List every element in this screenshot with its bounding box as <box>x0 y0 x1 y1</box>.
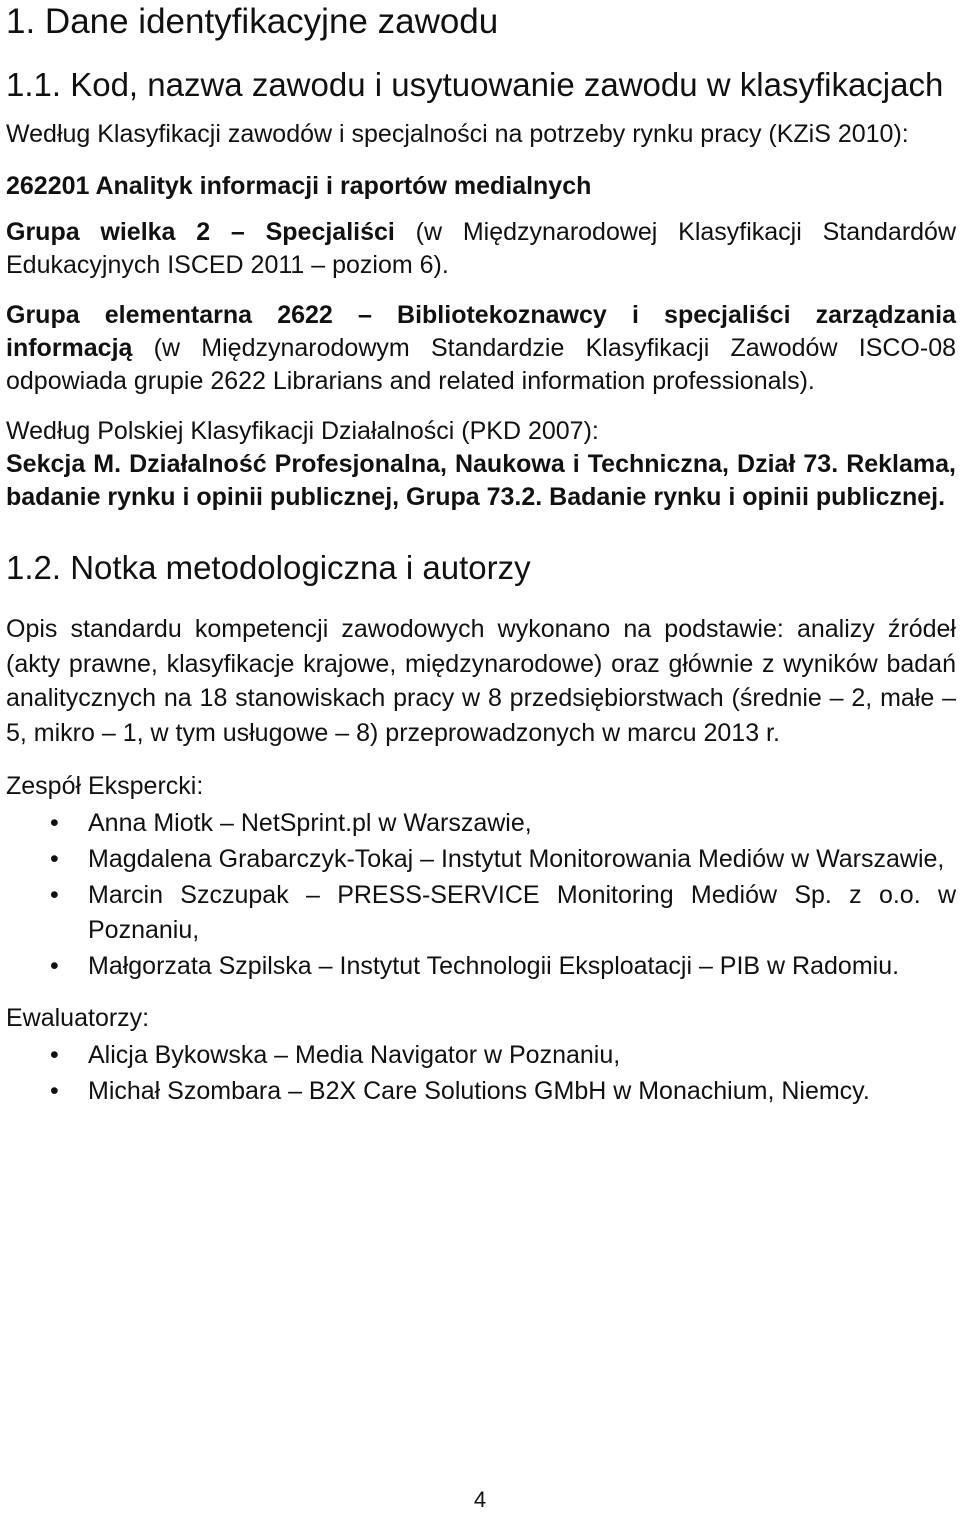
bullet-icon: • <box>50 952 59 980</box>
expert-entry: Anna Miotk – NetSprint.pl w Warszawie, <box>88 809 532 837</box>
subsection-title-1-2: 1.2. Notka metodologiczna i autorzy <box>6 549 531 586</box>
pkd-intro: Według Polskiej Klasyfikacji Działalności (PKD 2007): <box>6 417 599 445</box>
grupa-wielka-paragraph <box>6 216 956 282</box>
list-item <box>6 949 956 984</box>
grupa-wielka-text: (w Międzynarodowej Klasyfikacji Standardów Edukacyjnych ISCED 2011 – poziom 6). <box>6 218 957 279</box>
list-item <box>6 878 956 948</box>
pkd-detail <box>6 448 956 514</box>
evaluators-list <box>6 1038 956 1109</box>
evaluator-entry: Alicja Bykowska – Media Navigator w Poznaniu, <box>88 1041 621 1069</box>
grupa-elementarna-label: Grupa elementarna 2622 – Bibliotekoznawcy i specjaliści zarządzania informacją <box>6 301 956 362</box>
experts-list <box>6 806 956 984</box>
bullet-icon: • <box>50 1077 59 1105</box>
evaluator-entry: Michał Szombara – B2X Care Solutions GMbH w Monachium, Niemcy. <box>88 1077 870 1105</box>
list-item <box>6 842 956 877</box>
section-title: 1. Dane identyfikacyjne zawodu <box>6 2 499 41</box>
list-item <box>6 1038 956 1073</box>
subsection-title-1-1: 1.1. Kod, nazwa zawodu i usytuowanie zawodu w klasyfikacjach <box>6 66 944 103</box>
expert-entry: Magdalena Grabarczyk-Tokaj – Instytut Monitorowania Mediów w Warszawie, <box>88 845 945 873</box>
expert-entry: Marcin Szczupak – PRESS-SERVICE Monitoring Mediów Sp. z o.o. w Poznaniu, <box>88 881 956 944</box>
bullet-icon: • <box>50 881 59 909</box>
grupa-elementarna-paragraph <box>6 299 956 398</box>
bullet-icon: • <box>50 809 59 837</box>
expert-entry: Małgorzata Szpilska – Instytut Technologii Eksploatacji – PIB w Radomiu. <box>88 952 900 980</box>
occupation-code-name: 262201 Analityk informacji i raportów medialnych <box>6 172 592 200</box>
pkd-detail-text: Sekcja M. Działalność Profesjonalna, Naukowa i Techniczna, Dział 73. Reklama, badanie rynku i opinii publicznej, Grupa 73.2. Badanie rynku i opinii publicznej. <box>6 450 956 511</box>
evaluators-label: Ewaluatorzy: <box>6 1004 150 1032</box>
list-item <box>6 1074 956 1109</box>
list-item <box>6 806 956 841</box>
kzis-intro: Według Klasyfikacji zawodów i specjalności na potrzeby rynku pracy (KZiS 2010): <box>6 120 909 148</box>
page-number: 4 <box>473 1487 487 1512</box>
grupa-wielka-label: Grupa wielka 2 – Specjaliści <box>6 218 395 246</box>
grupa-elementarna-text: (w Międzynarodowym Standardzie Klasyfikacji Zawodów ISCO-08 odpowiada grupie 2622 Librarians and related information professionals). <box>6 334 956 395</box>
experts-label: Zespół Ekspercki: <box>6 772 204 800</box>
bullet-icon: • <box>50 845 59 873</box>
bullet-icon: • <box>50 1041 59 1069</box>
methodology-description: Opis standardu kompetencji zawodowych wykonano na podstawie: analizy źródeł (akty prawne, klasyfikacje krajowe, międzynarodowe) oraz głównie z wyników badań analitycznych na 18 stanowiskach pracy w 8 przedsiębiorstwach (średnie – 2, małe – 5, mikro – 1, w tym usługowe – 8) przeprowadzonych w marcu 2013 r. <box>6 615 956 747</box>
